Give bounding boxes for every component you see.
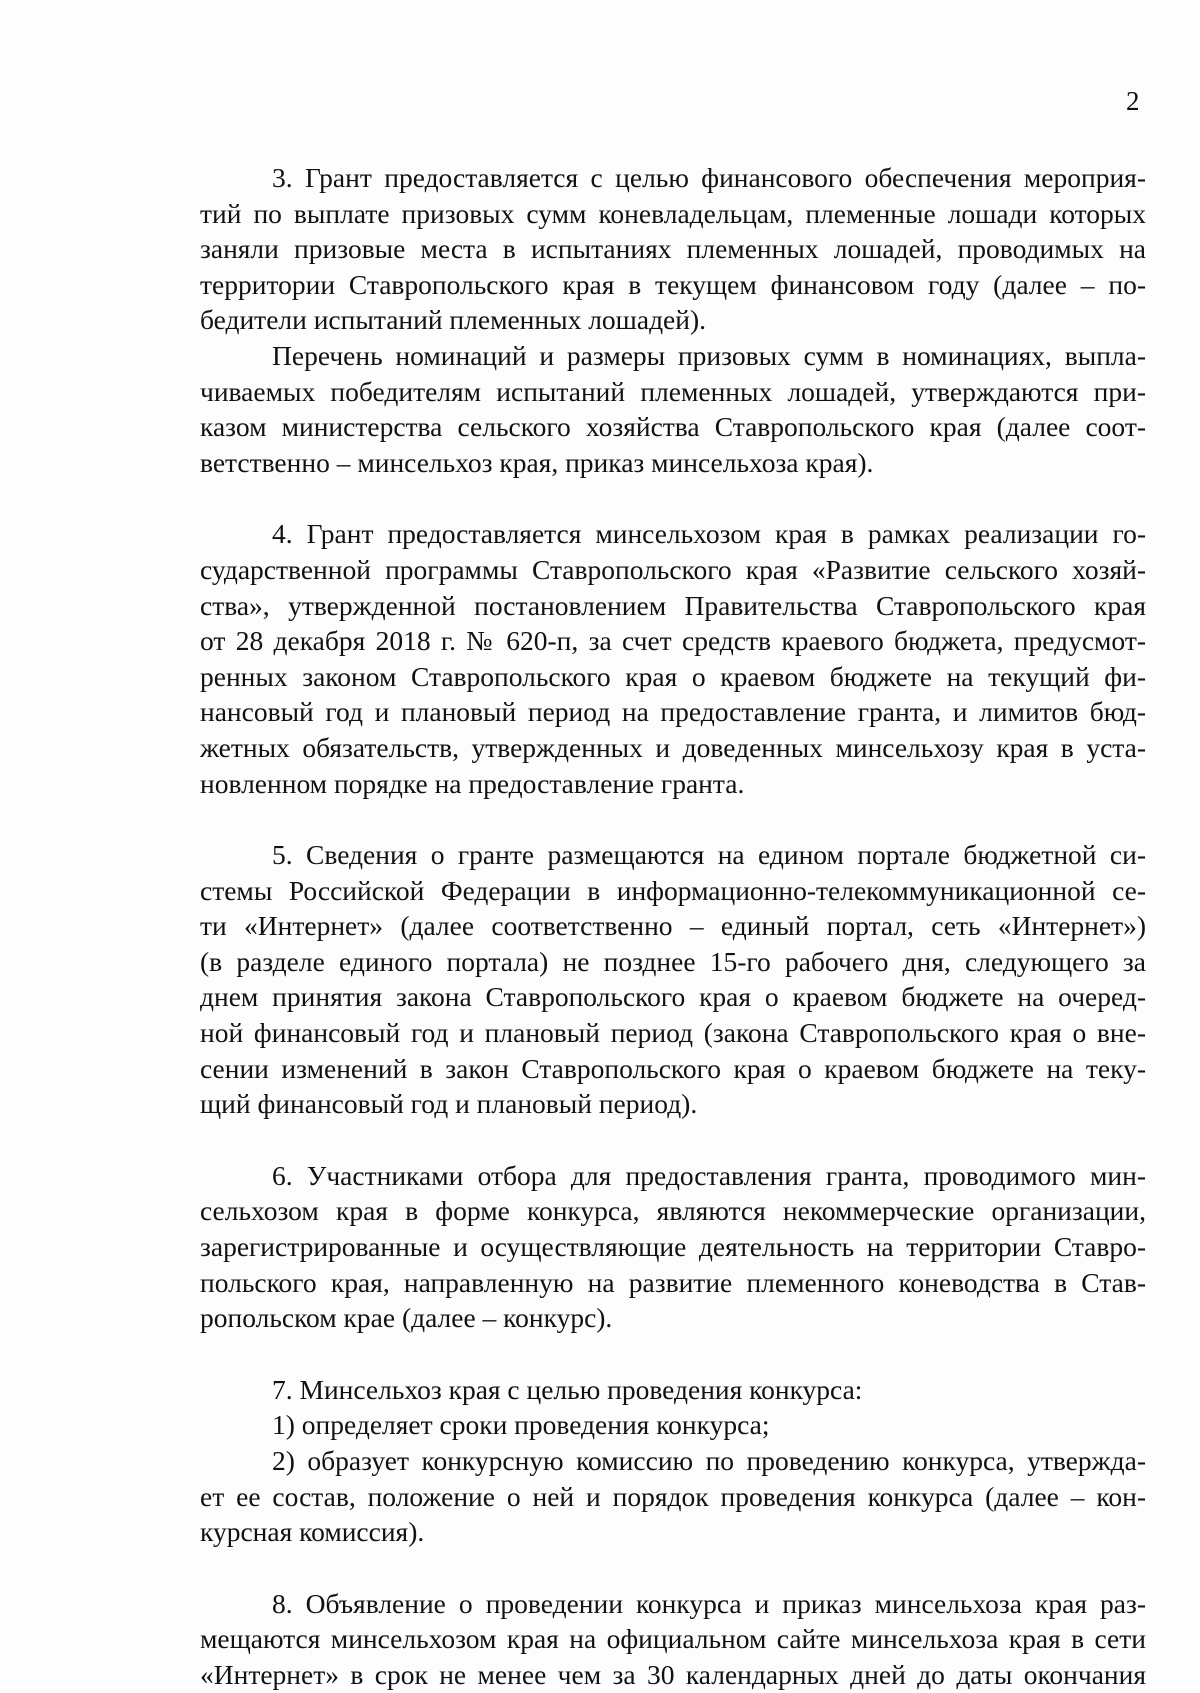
paragraph-line: ства», утвержденной постановлением Правительства Ставропольского края [200,589,1146,621]
paragraph-line: «Интернет» в срок не менее чем за 30 календарных дней до даты окончания [200,1658,1146,1690]
paragraph-line: щий финансовый год и плановый период). [200,1088,698,1120]
paragraph-item-5 [200,837,1146,1122]
paragraph-item-8 [200,1586,1146,1693]
paragraph-line: заняли призовые места в испытаниях племенных лошадей, проводимых на [200,233,1146,265]
paragraph-line: 8. Объявление о проведении конкурса и приказ минсельхоза края раз- [272,1587,1146,1619]
paragraph-line: польского края, направленную на развитие племенного коневодства в Став- [200,1266,1146,1298]
paragraph-gap [200,1122,1146,1158]
paragraph-gap [200,801,1146,837]
paragraph-gap [200,1336,1146,1372]
page-number: 2 [1126,86,1140,116]
paragraph-line: 3. Грант предоставляется с целью финансового обеспечения мероприя- [272,162,1146,193]
paragraph-line: чиваемых победителям испытаний племенных лошадей, утверждаются при- [200,375,1146,407]
paragraph-gap [200,1550,1146,1586]
paragraph-line: 7. Минсельхоз края с целью проведения конкурса: [272,1373,863,1405]
paragraph-line: 5. Сведения о гранте размещаются на едином портале бюджетной си- [272,839,1146,871]
paragraph-line: сельхозом края в форме конкурса, являются некоммерческие организации, [200,1195,1146,1227]
paragraph-item-7-1 [200,1407,1146,1443]
paragraph-line: зарегистрированные и осуществляющие деятельность на территории Ставро- [200,1231,1146,1263]
paragraph-item-6 [200,1158,1146,1336]
paragraph-line: ренных законом Ставропольского края о краевом бюджете на текущий фи- [200,660,1146,692]
paragraph-nominations [200,338,1146,480]
paragraph-line: днем принятия закона Ставропольского края о краевом бюджете на очеред- [200,981,1146,1013]
paragraph-line: 4. Грант предоставляется минсельхозом края в рамках реализации го- [272,518,1146,550]
paragraph-line: от 28 декабря 2018 г. № 620-п, за счет средств краевого бюджета, предусмот- [200,625,1146,657]
paragraph-item-4 [200,516,1146,801]
paragraph-line: казом министерства сельского хозяйства Ставропольского края (далее соот- [200,411,1146,443]
paragraph-line: 2) образует конкурсную комиссию по проведению конкурса, утвержда- [272,1445,1146,1476]
paragraph-line: ропольском крае (далее – конкурс). [200,1302,613,1334]
paragraph-line: ти «Интернет» (далее соответственно – единый портал, сеть «Интернет») [200,910,1146,942]
paragraph-line: ет ее состав, положение о ней и порядок проведения конкурса (далее – кон- [200,1480,1146,1512]
paragraph-line: новленном порядке на предоставление гранта. [200,767,745,799]
paragraph-line: сударственной программы Ставропольского края «Развитие сельского хозяй- [200,553,1146,585]
paragraph-line: тий по выплате призовых сумм коневладельцам, племенные лошади которых [200,197,1146,229]
paragraph-line: бедители испытаний племенных лошадей). [200,304,707,336]
paragraph-line: жетных обязательств, утвержденных и доведенных минсельхозу края в уста- [200,731,1146,763]
document-body [200,160,1146,1693]
paragraph-line: ветственно – минсельхоз края, приказ минсельхоза края). [200,446,874,478]
paragraph-line: сении изменений в закон Ставропольского края о краевом бюджете на теку- [200,1052,1146,1084]
paragraph-line: нансовый год и плановый период на предоставление гранта, и лимитов бюд- [200,696,1146,728]
paragraph-line: (в разделе единого портала) не позднее 15-го рабочего дня, следующего за [200,945,1146,977]
paragraph-line: 6. Участниками отбора для предоставления гранта, проводимого мин- [272,1159,1146,1191]
paragraph-item-7-2 [200,1443,1146,1550]
paragraph-line: Перечень номинаций и размеры призовых сумм в номинациях, выпла- [272,339,1146,371]
paragraph-line: территории Ставропольского края в текущем финансовом году (далее – по- [200,268,1146,300]
paragraph-item-7 [200,1372,1146,1408]
paragraph-line: ной финансовый год и плановый период (закона Ставропольского края о вне- [200,1017,1146,1049]
paragraph-line: мещаются минсельхозом края на официальном сайте минсельхоза края в сети [200,1623,1146,1655]
paragraph-line: 1) определяет сроки проведения конкурса; [272,1409,770,1441]
paragraph-line: стемы Российской Федерации в информационно-телекоммуникационной се- [200,874,1146,906]
paragraph-item-3 [200,160,1146,338]
paragraph-gap [200,480,1146,516]
paragraph-line: курсная комиссия). [200,1516,425,1548]
